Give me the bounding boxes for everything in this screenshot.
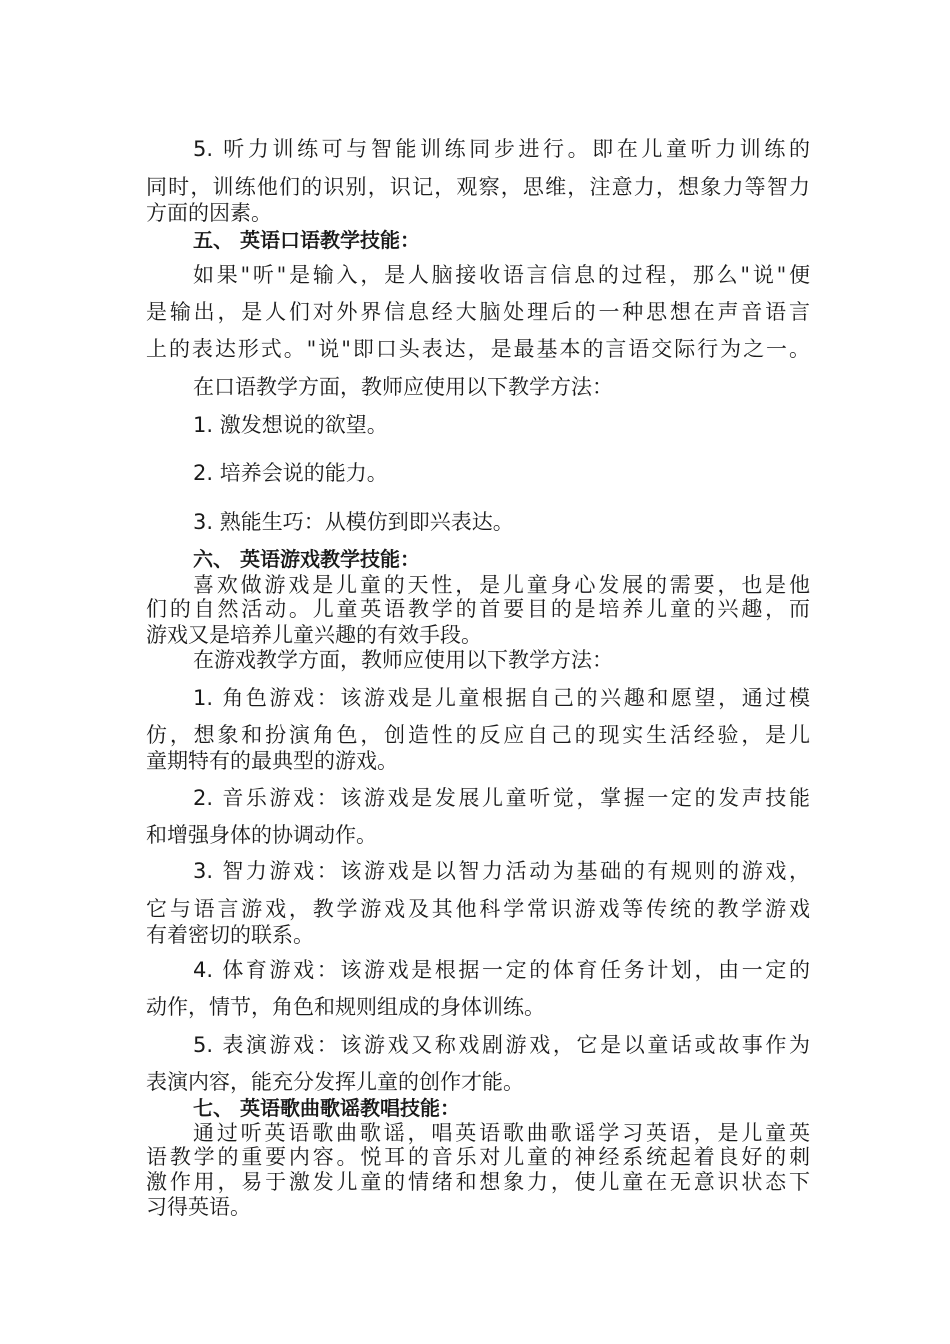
game-item-sports-line: 动作，情节，角色和规则组成的身体训练。 bbox=[146, 995, 545, 1019]
songs-paragraph-line: 激作用，易于激发儿童的情绪和想象力，使儿童在无意识状态下 bbox=[146, 1170, 810, 1194]
game-item-role-line: 童期特有的最典型的游戏。 bbox=[146, 749, 398, 773]
games-intro-line: 喜欢做游戏是儿童的天性，是儿童身心发展的需要，也是他 bbox=[193, 573, 810, 597]
section-heading-games: 六、 英语游戏教学技能： bbox=[193, 547, 420, 571]
game-item-role-line: 1. 角色游戏：该游戏是儿童根据自己的兴趣和愿望，通过模 bbox=[193, 686, 810, 710]
games-intro-line: 游戏又是培养儿童兴趣的有效手段。 bbox=[146, 623, 482, 647]
songs-paragraph-line: 习得英语。 bbox=[146, 1195, 251, 1219]
game-item-intellect-line: 3. 智力游戏：该游戏是以智力活动为基础的有规则的游戏， bbox=[193, 859, 810, 883]
listening-item-5-line: 方面的因素。 bbox=[146, 201, 272, 225]
oral-method-item: 1. 激发想说的欲望。 bbox=[193, 413, 388, 437]
oral-methods-intro: 在口语教学方面，教师应使用以下教学方法： bbox=[193, 375, 613, 399]
game-item-intellect-line: 它与语言游戏，教学游戏及其他科学常识游戏等传统的教学游戏 bbox=[146, 897, 810, 921]
games-methods-intro: 在游戏教学方面，教师应使用以下教学方法： bbox=[193, 648, 613, 672]
game-item-music-line: 2. 音乐游戏：该游戏是发展儿童听觉，掌握一定的发声技能 bbox=[193, 786, 810, 810]
oral-method-item: 2. 培养会说的能力。 bbox=[193, 461, 388, 485]
game-item-sports-line: 4. 体育游戏：该游戏是根据一定的体育任务计划，由一定的 bbox=[193, 958, 810, 982]
section-heading-oral: 五、 英语口语教学技能： bbox=[193, 228, 420, 252]
games-intro-line: 们的自然活动。儿童英语教学的首要目的是培养儿童的兴趣，而 bbox=[146, 597, 810, 621]
listening-item-5-line: 同时，训练他们的识别，识记，观察，思维，注意力，想象力等智力 bbox=[146, 175, 810, 199]
oral-intro-line: 如果"听"是输入，是人脑接收语言信息的过程，那么"说"便 bbox=[193, 263, 810, 287]
game-item-role-line: 仿，想象和扮演角色，创造性的反应自己的现实生活经验，是儿 bbox=[146, 723, 810, 747]
section-heading-songs: 七、 英语歌曲歌谣教唱技能： bbox=[193, 1096, 460, 1120]
listening-item-5-line: 5. 听力训练可与智能训练同步进行。即在儿童听力训练的 bbox=[193, 137, 810, 161]
oral-method-item: 3. 熟能生巧：从模仿到即兴表达。 bbox=[193, 510, 514, 534]
songs-paragraph-line: 通过听英语歌曲歌谣，唱英语歌曲歌谣学习英语，是儿童英 bbox=[193, 1121, 810, 1145]
oral-intro-line: 上的表达形式。"说"即口头表达，是最基本的言语交际行为之一。 bbox=[146, 337, 810, 361]
oral-intro-line: 是输出，是人们对外界信息经大脑处理后的一种思想在声音语言 bbox=[146, 300, 810, 324]
songs-paragraph-line: 语教学的重要内容。悦耳的音乐对儿童的神经系统起着良好的刺 bbox=[146, 1145, 810, 1169]
game-item-performance-line: 5. 表演游戏：该游戏又称戏剧游戏，它是以童话或故事作为 bbox=[193, 1033, 810, 1057]
game-item-music-line: 和增强身体的协调动作。 bbox=[146, 823, 377, 847]
game-item-performance-line: 表演内容，能充分发挥儿童的创作才能。 bbox=[146, 1070, 524, 1094]
game-item-intellect-line: 有着密切的联系。 bbox=[146, 923, 314, 947]
